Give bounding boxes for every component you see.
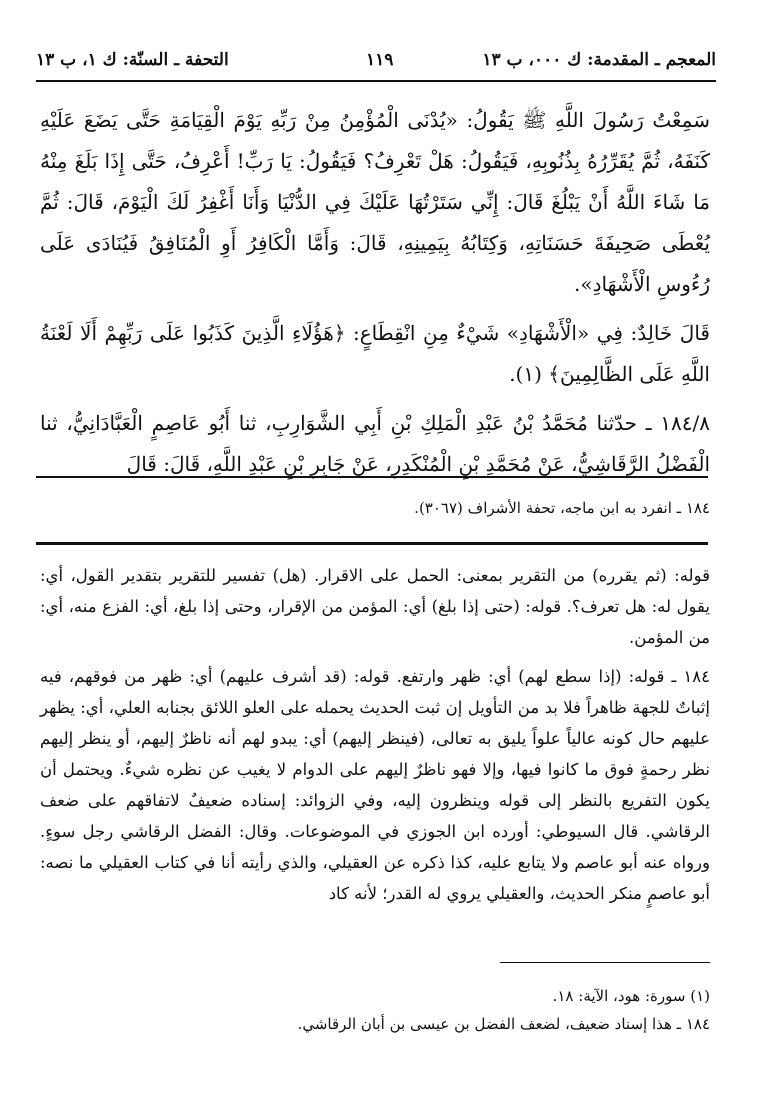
- page-number: ١١٩: [366, 50, 394, 70]
- hadith-text: [40, 100, 710, 485]
- commentary-paragraph-1: قوله: (ثم يقرره) من التقرير بمعنى: الحمل على الاقرار. (هل) تفسير للتقرير بتقدير القول، أي: يقول له: هل تعرف؟. قوله: (حتى إذا بلغ) أي: المؤمن من الإقرار، وحتى إذا بلغ، أي: الفزع منه، أي: من المؤمن.: [40, 566, 710, 647]
- page-header: [36, 46, 716, 76]
- commentary-text: [40, 560, 710, 909]
- footnotes: [40, 984, 710, 1036]
- footnote-1: (١) سورة: هود، الآية: ١٨.: [552, 987, 710, 1005]
- header-right-reference: المعجم ـ المقدمة: ك ٠٠٠، ب ١٣: [482, 50, 716, 70]
- takhrij-rule: [36, 476, 708, 478]
- header-left-reference: التحفة ـ السنّة: ك ١، ب ١٣: [36, 50, 229, 70]
- commentary-rule: [36, 542, 708, 545]
- hadith-paragraph-3: ١٨٤/٨ ـ حدّثنا مُحَمَّدُ بْنُ عَبْدِ الْمَلِكِ بْنِ أَبِي الشَّوَارِبِ، ثنا أَبُو عَاصِمٍ الْعَبَّادَانِيُّ، ثنا الْفَضْلُ الرَّقَاشِيُّ، عَنْ مُحَمَّدِ بْنِ الْمُنْكَدِرِ، عَنْ جَابِرِ بْنِ عَبْدِ اللَّهِ، قَالَ: قَالَ: [40, 411, 710, 476]
- hadith-paragraph-1: سَمِعْتُ رَسُولَ اللَّهِ ﷺ يَقُولُ: «يُدْنَى الْمُؤْمِنُ مِنْ رَبِّهِ يَوْمَ الْقِيَامَةِ حَتَّى يَضَعَ عَلَيْهِ كَنَفَهُ، ثُمَّ يُقَرِّرُهُ بِذُنُوبِهِ، فَيَقُولُ: هَلْ تَعْرِفُ؟ فَيَقُولُ: يَا رَبِّ! أَعْرِفُ، حَتَّى إِذَا بَلَغَ مِنْهُ مَا شَاءَ اللَّهُ أَنْ يَبْلُغَ قَالَ: إِنِّي سَتَرْتُهَا عَلَيْكَ فِي الدُّنْيَا وَأَنَا أَغْفِرُ لَكَ الْيَوْمَ، قَالَ: ثُمَّ يُعْطَى صَحِيفَةَ حَسَنَاتِهِ، وَكِتَابُهُ بِيَمِينِهِ، قَالَ: وَأَمَّا الْكَافِرُ أَوِ الْمُنَافِقُ فَيُنَادَى عَلَى رُءُوسِ الْأَشْهَادِ».: [40, 108, 710, 296]
- hadith-paragraph-2: قَالَ خَالِدٌ: فِي «الْأَشْهَادِ» شَيْءٌ مِنِ انْقِطَاعٍ: ﴿هَؤُلَاءِ الَّذِينَ كَذَبُوا عَلَى رَبِّهِمْ أَلَا لَعْنَةُ اللَّهِ عَلَى الظَّالِمِينَ﴾ (١).: [40, 321, 710, 386]
- header-rule: [36, 80, 716, 82]
- commentary-paragraph-2: ١٨٤ ـ قوله: (إذا سطع لهم) أي: ظهر وارتفع. قوله: (قد أشرف عليهم) أي: ظهر من فوقهم، فيه إثباتٌ للجهة ظاهراً فلا بد من التأويل إن ثبت الحديث يحمله على العلو اللائق بجنابه العلي، أي: يظهر عليهم حال كونه عالياً علواً يليق به تعالى، (فينظر إليهم) أي: يبدو لهم أنه ناظرٌ إليهم، أو ينظر إليهم نظر رحمةٍ فوق ما كانوا فيها، وإلا فهو ناظرٌ إليهم على الدوام لا يغيب عن نظره شيءٌ. ويحتمل أن يكون التفريع بالنظر إلى قوله وينظرون إليه، وفي الزوائد: إسناده ضعيفٌ لاتفاقهم على ضعف الرقاشي. قال السيوطي: أورده ابن الجوزي في الموضوعات. وقال: الفضل الرقاشي رجل سوءٍ. ورواه عنه أبو عاصم ولا يتابع عليه، كذا ذكره عن العقيلي، والذي رأيته أنا في كتاب العقيلي ما نصه: أبو عاصمٍ منكر الحديث، والعقيلي يروي له القدر؛ لأنه كاد: [40, 667, 710, 903]
- footnotes-rule: [500, 962, 710, 963]
- footnote-2: ١٨٤ ـ هذا إسناد ضعيف، لضعف الفضل بن عيسى بن أبان الرقاشي.: [297, 1015, 710, 1033]
- takhrij-note: ١٨٤ ـ انفرد به ابن ماجه، تحفة الأشراف (٣٠٦٧).: [414, 499, 710, 517]
